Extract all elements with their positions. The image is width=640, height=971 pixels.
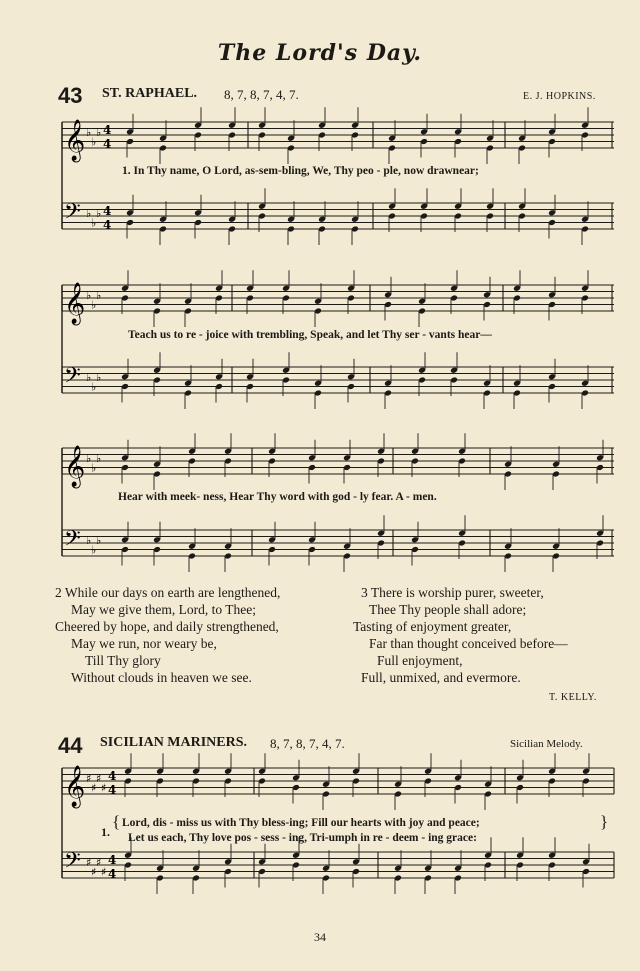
- brace: {: [112, 812, 121, 831]
- verse-line: Cheered by hope, and daily strengthened,: [55, 619, 279, 634]
- meter: 8, 7, 8, 7, 4, 7.: [270, 736, 345, 751]
- verse-line: Thee Thy people shall adore;: [369, 602, 527, 617]
- tune-name: ST. RAPHAEL.: [102, 86, 198, 101]
- flat-icon: ♭: [86, 370, 92, 384]
- brace: }: [600, 812, 609, 831]
- flat-icon: ♭: [86, 533, 92, 547]
- clef-icon: 𝄞: [64, 283, 86, 324]
- verse-line: Till Thy glory: [85, 653, 161, 668]
- lyric-line: Hear with meek- ness, Hear Thy word with god - ly fear. A - men.: [118, 491, 437, 503]
- meter: 8, 7, 8, 7, 4, 7.: [224, 87, 299, 102]
- verse-line: Without clouds in heaven we see.: [71, 670, 252, 685]
- verse-line: Far than thought conceived before—: [369, 636, 568, 651]
- verse-line: May we give them, Lord, to Thee;: [71, 602, 256, 617]
- sharp-icon: ♯: [86, 855, 92, 869]
- lyric-line: Lord, dis - miss us with Thy bless-ing; Fill our hearts with joy and peace;: [122, 817, 480, 829]
- verse-3: [353, 584, 568, 686]
- flat-icon: ♭: [96, 451, 102, 465]
- flat-icon: ♭: [86, 288, 92, 302]
- lyric-line: 1. In Thy name, O Lord, as-sem-bling, We, Thy peo - ple, now drawnear;: [122, 165, 479, 177]
- verse-2: [55, 584, 280, 686]
- time-sig: 4: [103, 137, 112, 151]
- hymn-number: 44: [58, 733, 83, 758]
- verse-line: Tasting of enjoyment greater,: [353, 619, 512, 634]
- flat-icon: ♭: [91, 216, 97, 230]
- sharp-icon: ♯: [96, 855, 102, 869]
- verse-number: 1.: [101, 825, 110, 839]
- clef-icon: 𝄢: [64, 363, 81, 394]
- time-sig: 4: [108, 867, 117, 881]
- tune-name: SICILIAN MARINERS.: [100, 735, 248, 750]
- clef-icon: 𝄞: [64, 766, 86, 807]
- sharp-icon: ♯: [96, 771, 102, 785]
- flat-icon: ♭: [91, 543, 97, 557]
- composer: E. J. HOPKINS.: [523, 91, 596, 102]
- flat-icon: ♭: [96, 370, 102, 384]
- flat-icon: ♭: [86, 451, 92, 465]
- flat-icon: ♭: [96, 288, 102, 302]
- lyric-line: Teach us to re - joice with trembling, Speak, and let Thy ser - vants hear—: [128, 329, 492, 341]
- time-sig: 4: [108, 769, 117, 783]
- sharp-icon: ♯: [86, 771, 92, 785]
- sharp-icon: ♯: [101, 865, 107, 879]
- flat-icon: ♭: [91, 461, 97, 475]
- sharp-icon: ♯: [91, 865, 97, 879]
- flat-icon: ♭: [86, 125, 92, 139]
- verse-line: Full, unmixed, and evermore.: [361, 670, 521, 685]
- composer: Sicilian Melody.: [510, 738, 583, 750]
- sharp-icon: ♯: [91, 781, 97, 795]
- sharp-icon: ♯: [101, 781, 107, 795]
- flat-icon: ♭: [96, 125, 102, 139]
- flat-icon: ♭: [96, 533, 102, 547]
- time-sig: 4: [108, 853, 117, 867]
- time-sig: 4: [108, 783, 117, 797]
- page-number: 34: [314, 930, 326, 944]
- flat-icon: ♭: [86, 206, 92, 220]
- clef-icon: 𝄢: [64, 199, 81, 230]
- verse-line: May we run, nor weary be,: [71, 636, 217, 651]
- clef-icon: 𝄞: [64, 120, 86, 161]
- time-sig: 4: [103, 204, 112, 218]
- verse-line: Full enjoyment,: [377, 653, 463, 668]
- flat-icon: ♭: [96, 206, 102, 220]
- page-title: The Lord's Day.: [217, 40, 423, 66]
- flat-icon: ♭: [91, 298, 97, 312]
- clef-icon: 𝄢: [64, 526, 81, 557]
- time-sig: 4: [103, 123, 112, 137]
- author: T. KELLY.: [549, 692, 597, 703]
- clef-icon: 𝄞: [64, 446, 86, 487]
- verse-line: 3 There is worship purer, sweeter,: [361, 585, 544, 600]
- flat-icon: ♭: [91, 380, 97, 394]
- flat-icon: ♭: [91, 135, 97, 149]
- verse-line: 2 While our days on earth are lengthened,: [55, 585, 281, 600]
- time-sig: 4: [103, 218, 112, 232]
- clef-icon: 𝄢: [64, 848, 81, 879]
- hymn-number: 43: [58, 83, 83, 108]
- lyric-line: Let us each, Thy love pos - sess - ing, Tri-umph in re - deem - ing grace:: [128, 832, 477, 844]
